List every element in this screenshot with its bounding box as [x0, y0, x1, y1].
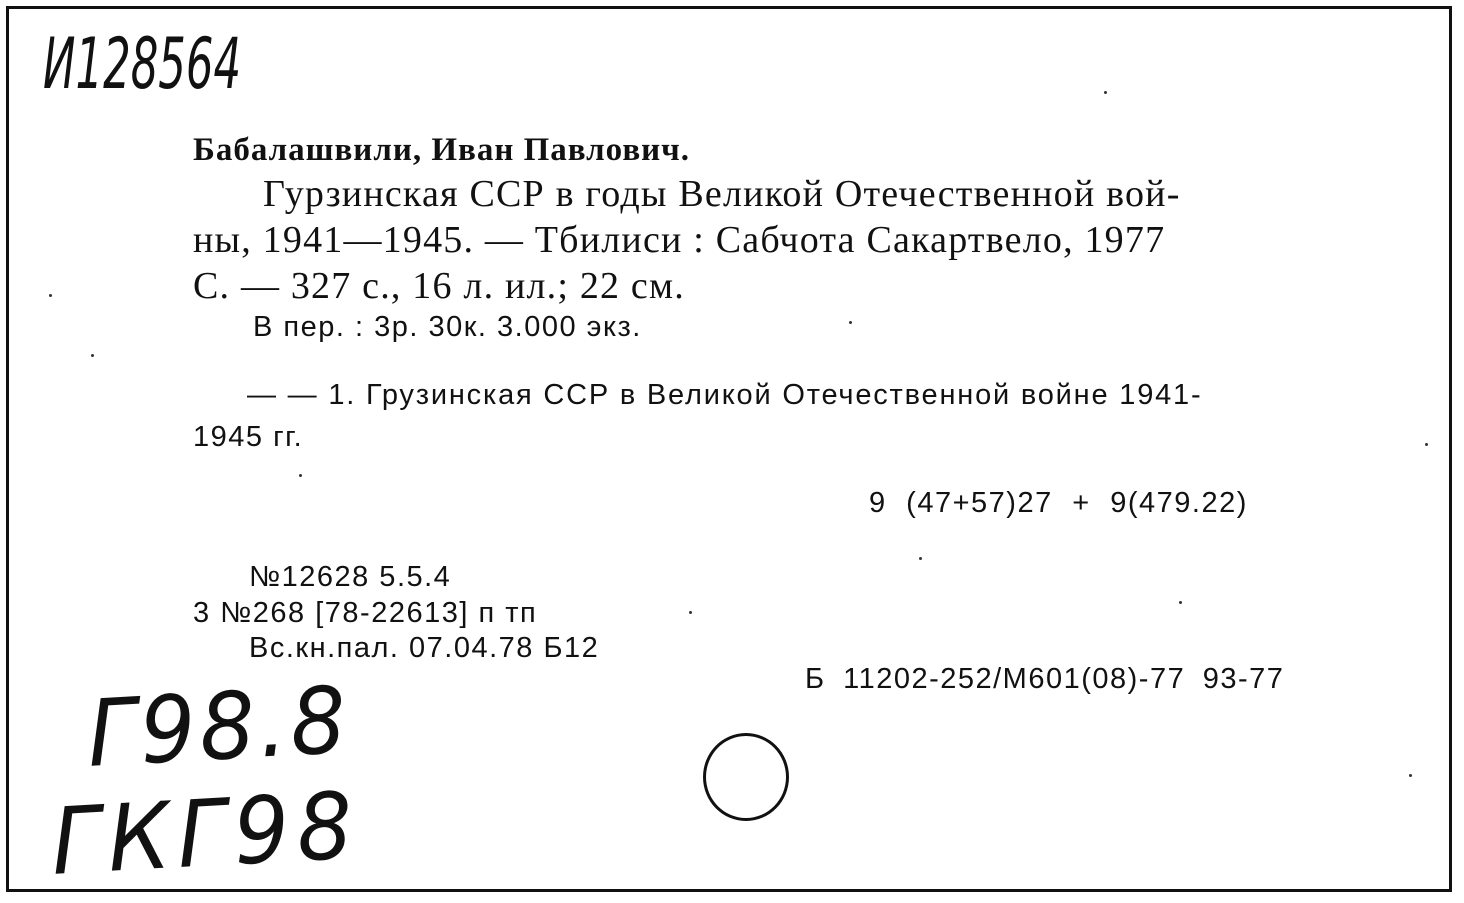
- handwritten-class-mark-2: ГКГ98: [49, 771, 363, 896]
- record-number-line: №12628 5.5.4: [249, 561, 452, 593]
- scan-speck: [919, 557, 922, 560]
- chamber-line: Вс.кн.пал. 07.04.78 Б12: [249, 632, 600, 664]
- subject-heading-line-2: 1945 гг.: [193, 421, 304, 453]
- scan-speck: [1425, 443, 1428, 446]
- call-number-main: И128: [43, 23, 159, 105]
- scan-speck: [49, 294, 52, 297]
- handwritten-call-number: [43, 23, 241, 105]
- punch-hole-circle: [703, 733, 789, 821]
- bbk-code: Б 11202-252/М601(08)-77 93-77: [805, 663, 1285, 695]
- scan-speck: [1104, 91, 1107, 94]
- udc-classification: 9 (47+57)27 + 9(479.22): [869, 487, 1248, 519]
- scan-speck: [91, 354, 94, 357]
- call-number-fraction: 564: [158, 23, 242, 105]
- scan-speck: [689, 611, 692, 614]
- order-number-line: 3 №268 [78-22613] п тп: [193, 597, 538, 629]
- title-line-2: ны, 1941—1945. — Тбилиси : Сабчота Сакартвело, 1977: [193, 219, 1166, 261]
- catalog-card: [6, 6, 1452, 896]
- scan-speck: [1409, 774, 1412, 777]
- subject-heading-line-1: — — 1. Грузинская ССР в Великой Отечественной войне 1941-: [247, 379, 1203, 411]
- scan-speck: [849, 321, 852, 324]
- price-line: В пер. : 3р. 30к. 3.000 экз.: [253, 311, 642, 343]
- handwritten-class-mark-1: Г98.8: [85, 666, 353, 788]
- title-line-1: Гурзинская ССР в годы Великой Отечественной вой-: [263, 173, 1181, 215]
- physical-description: С. — 327 с., 16 л. ил.; 22 см.: [193, 265, 685, 307]
- scan-speck: [1179, 601, 1182, 604]
- scan-speck: [299, 474, 302, 477]
- author-heading: Бабалашвили, Иван Павлович.: [193, 132, 691, 168]
